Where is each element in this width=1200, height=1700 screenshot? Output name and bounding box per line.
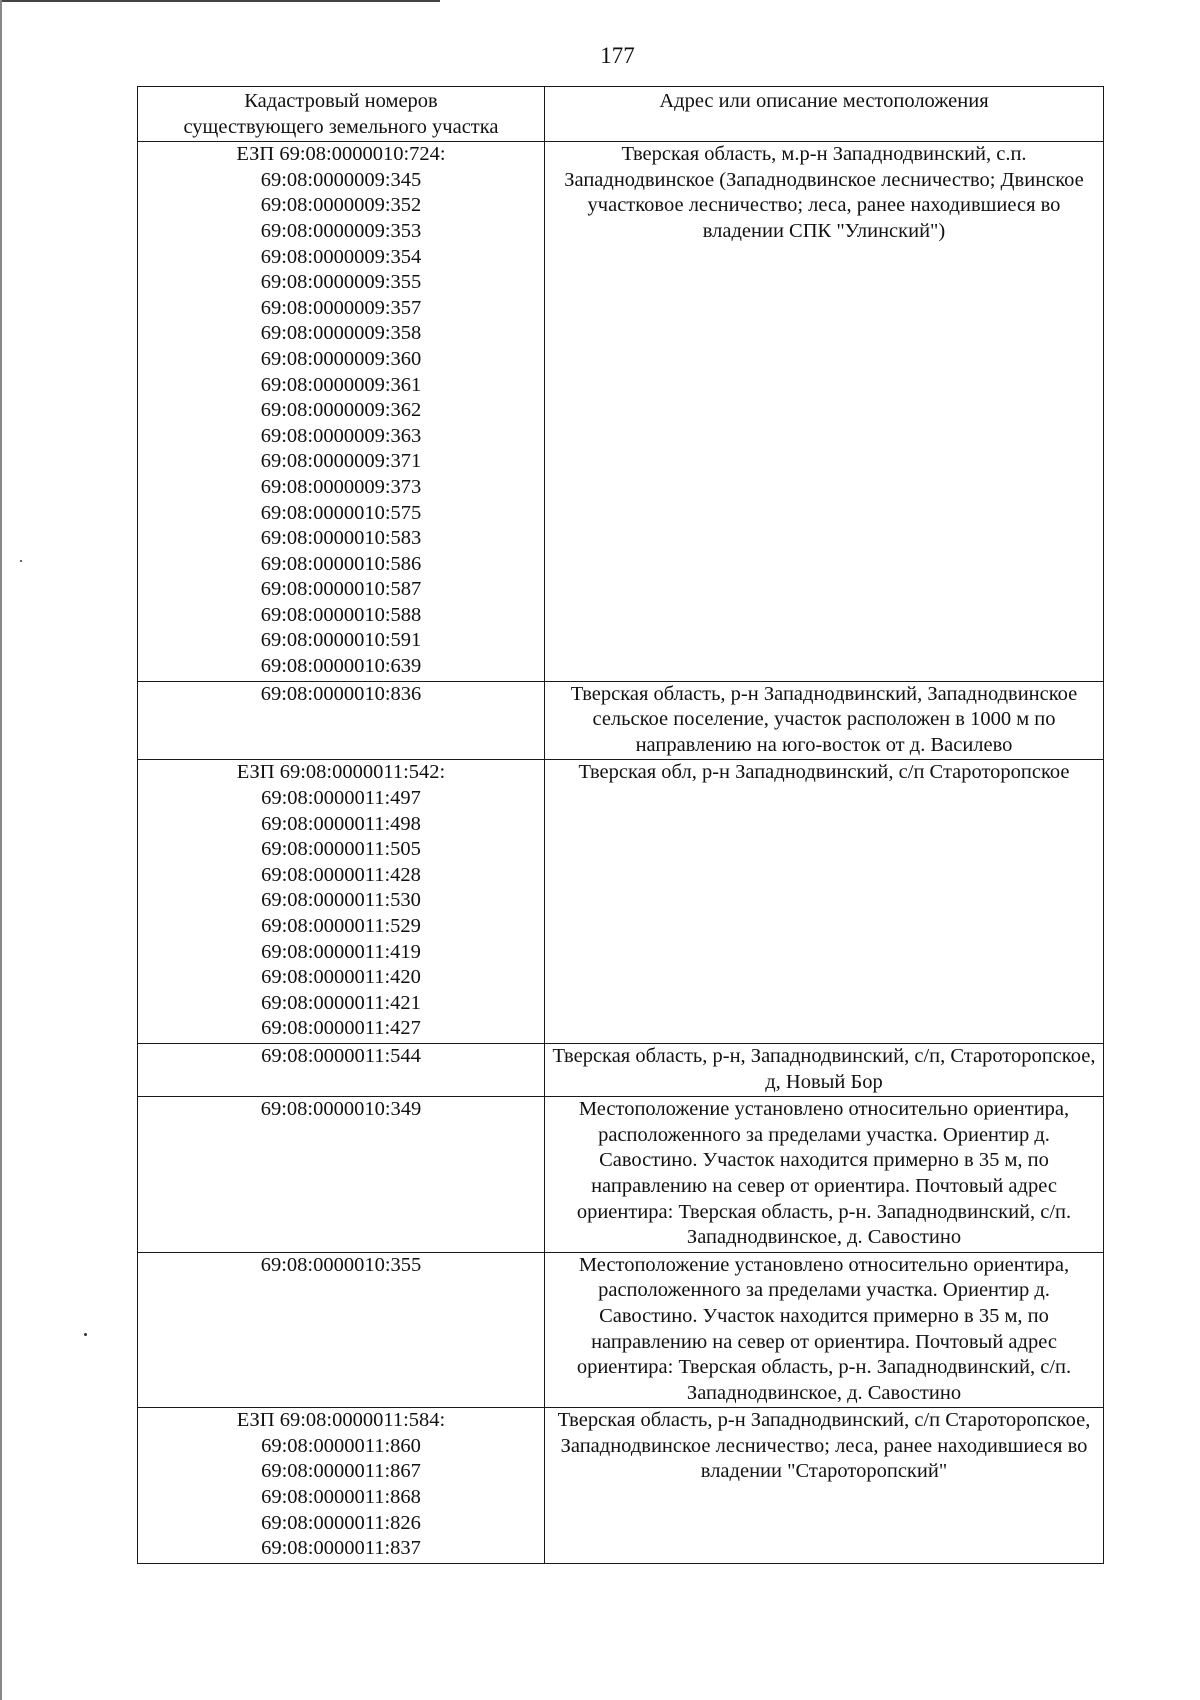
cadastral-number: 69:08:0000011:428	[261, 863, 421, 886]
table-header	[138, 87, 1104, 142]
table-row	[138, 1408, 1104, 1564]
scan-edge-left	[0, 0, 2, 1700]
cadastral-cell	[138, 760, 545, 1044]
cadastral-number: 69:08:0000009:357	[260, 296, 422, 319]
header-cadastral	[138, 87, 545, 142]
header-row	[138, 87, 1104, 142]
cadastral-number: 69:08:0000010:591	[260, 629, 422, 652]
cadastral-number: 69:08:0000011:867	[261, 1460, 421, 1483]
cadastral-number: 69:08:0000010:583	[260, 527, 422, 550]
cadastral-cell	[138, 1408, 545, 1564]
address-cell: Тверская область, р-н Западнодвинский, Западнодвинское сельское поселение, участок расположен в 1000 м по направлению на юго-восток от д. Василево	[545, 681, 1104, 760]
cadastral-number: 69:08:0000011:421	[261, 991, 421, 1014]
cadastral-number: 69:08:0000010:349	[260, 1098, 422, 1121]
address-cell: Местоположение установлено относительно ориентира, расположенного за пределами участка. Ориентир д. Савостино. Участок находится примерно в 35 м, по направлению на север от ориентира. Почтовый адрес ориентира: Тверская область, р-н. Западнодвинский, с/п. Западнодвинское, д. Савостино	[545, 1097, 1104, 1253]
table-row	[138, 681, 1104, 760]
table-row	[138, 1043, 1104, 1096]
table-row	[138, 1097, 1104, 1253]
header-cadastral-line-1: Кадастровый номеров	[244, 90, 438, 112]
cadastral-number: 69:08:0000010:575	[260, 501, 422, 524]
table-row	[138, 1252, 1104, 1408]
cadastral-number: 69:08:0000009:354	[260, 245, 422, 268]
cadastral-number: ЕЗП 69:08:0000011:584:	[236, 1409, 446, 1432]
cadastral-number: 69:08:0000011:544	[261, 1044, 421, 1067]
cadastral-number: 69:08:0000011:826	[261, 1511, 421, 1534]
cadastral-number: 69:08:0000011:497	[261, 787, 421, 810]
cadastral-number: 69:08:0000010:639	[260, 655, 422, 678]
page-number: 177	[600, 43, 635, 68]
cadastral-number: 69:08:0000009:371	[260, 450, 422, 473]
cadastral-number: 69:08:0000011:420	[261, 966, 421, 989]
cadastral-number: 69:08:0000009:358	[260, 322, 422, 345]
cadastral-number: 69:08:0000009:355	[260, 271, 422, 294]
header-address: Адрес или описание местоположения	[545, 87, 1104, 142]
address-cell: Местоположение установлено относительно ориентира, расположенного за пределами участка. Ориентир д. Савостино. Участок находится примерно в 35 м, по направлению на север от ориентира. Почтовый адрес ориентира: Тверская область, р-н. Западнодвинский, с/п. Западнодвинское, д. Савостино	[545, 1252, 1104, 1408]
cadastral-number: ЕЗП 69:08:0000010:724:	[236, 143, 446, 166]
address-cell: Тверская область, р-н, Западнодвинский, с/п, Староторопское, д, Новый Бор	[545, 1043, 1104, 1096]
cadastral-number: 69:08:0000010:586	[260, 552, 422, 575]
cadastral-number: 69:08:0000011:498	[261, 812, 421, 835]
scan-edge-top	[0, 0, 440, 2]
cadastral-cell	[138, 1043, 545, 1096]
cadastral-number: 69:08:0000009:345	[260, 168, 422, 191]
cadastral-number: 69:08:0000009:362	[260, 399, 422, 422]
table-body	[138, 142, 1104, 1564]
scan-speck	[20, 560, 22, 562]
cadastral-table	[137, 86, 1104, 1564]
cadastral-number: 69:08:0000011:837	[261, 1537, 421, 1560]
cadastral-number: 69:08:0000011:427	[261, 1017, 421, 1040]
cadastral-cell	[138, 142, 545, 681]
table-row	[138, 142, 1104, 681]
cadastral-cell	[138, 1252, 545, 1408]
scan-speck	[84, 1333, 87, 1336]
table-row	[138, 760, 1104, 1044]
cadastral-number: 69:08:0000011:419	[261, 940, 421, 963]
cadastral-cell	[138, 681, 545, 760]
cadastral-number: 69:08:0000010:587	[260, 578, 422, 601]
cadastral-number: 69:08:0000009:373	[260, 475, 422, 498]
address-cell: Тверская область, р-н Западнодвинский, с/п Староторопское, Западнодвинское лесничество; леса, ранее находившиеся во владении "Староторопский"	[545, 1408, 1104, 1564]
cadastral-number: 69:08:0000009:361	[260, 373, 422, 396]
cadastral-number: 69:08:0000011:529	[261, 915, 421, 937]
cadastral-number: 69:08:0000010:836	[260, 682, 422, 705]
cadastral-number: 69:08:0000011:868	[261, 1486, 421, 1509]
cadastral-number: 69:08:0000009:360	[260, 347, 422, 370]
cadastral-number: 69:08:0000010:355	[260, 1253, 422, 1276]
cadastral-number: 69:08:0000011:860	[261, 1434, 421, 1457]
cadastral-number: 69:08:0000011:530	[261, 889, 421, 912]
cadastral-number: 69:08:0000009:363	[260, 424, 422, 447]
cadastral-number: 69:08:0000011:505	[261, 838, 421, 861]
cadastral-number: ЕЗП 69:08:0000011:542:	[236, 761, 446, 784]
cadastral-cell	[138, 1097, 545, 1253]
cadastral-number: 69:08:0000009:352	[260, 194, 422, 217]
address-cell: Тверская область, м.р-н Западнодвинский, с.п. Западнодвинское (Западнодвинское лесничество; Двинское участковое лесничество; леса, ранее находившиеся во владении СПК "Улинский")	[545, 142, 1104, 681]
address-cell: Тверская обл, р-н Западнодвинский, с/п Староторопское	[545, 760, 1104, 1044]
header-cadastral-line-2: существующего земельного участка	[183, 115, 499, 138]
cadastral-number: 69:08:0000009:353	[260, 219, 422, 242]
cadastral-number: 69:08:0000010:588	[260, 603, 422, 626]
